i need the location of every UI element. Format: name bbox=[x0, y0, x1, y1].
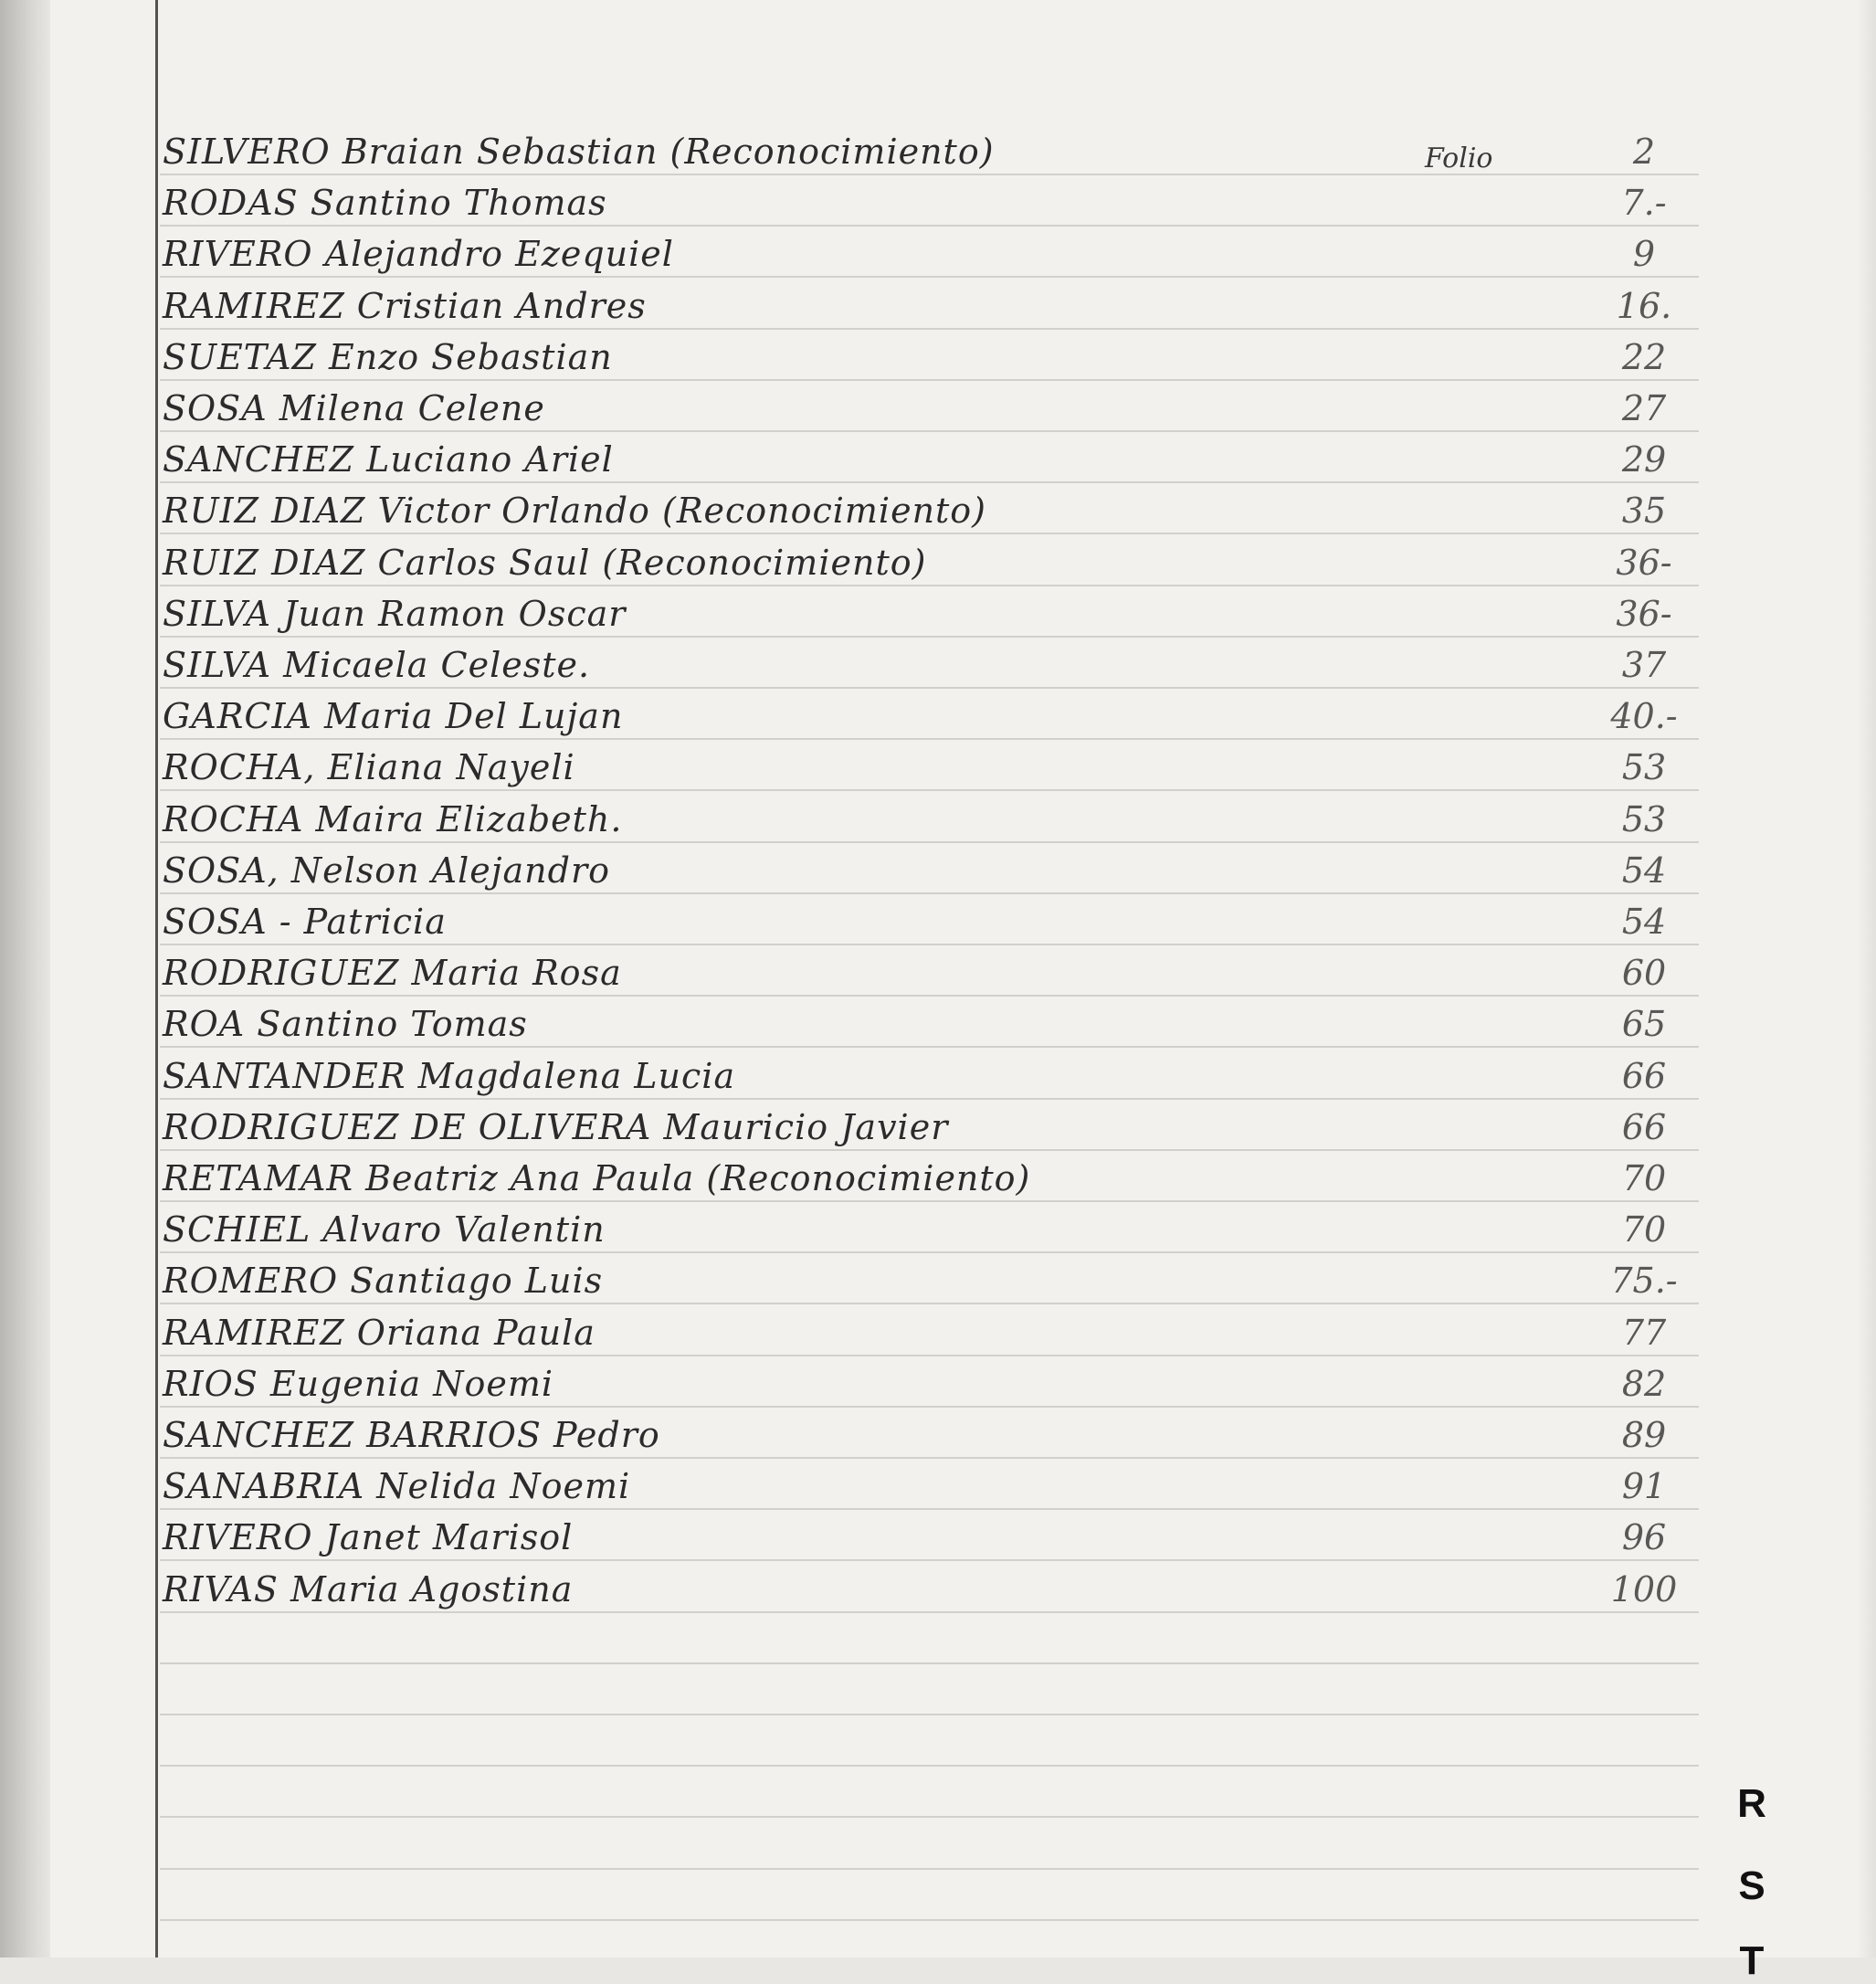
entry-folio-number: 77 bbox=[1621, 1313, 1667, 1353]
index-tab-t: T bbox=[1739, 1938, 1765, 1983]
ruled-line bbox=[160, 1714, 1699, 1715]
entry-folio-number: 96 bbox=[1621, 1517, 1667, 1557]
folio-column-header: Folio bbox=[1425, 142, 1493, 174]
entry-name: SANCHEZ BARRIOS Pedro bbox=[163, 1415, 660, 1455]
entry-name: ROA Santino Tomas bbox=[163, 1004, 528, 1044]
entry-folio-number: 89 bbox=[1621, 1415, 1667, 1455]
ruled-line bbox=[160, 1816, 1699, 1818]
entry-folio-number: 53 bbox=[1621, 747, 1667, 787]
entry-folio-number: 37 bbox=[1621, 645, 1667, 685]
entry-folio-number: 7.- bbox=[1621, 183, 1667, 223]
entry-name: SOSA, Nelson Alejandro bbox=[163, 850, 611, 891]
entry-name: ROCHA, Eliana Nayeli bbox=[163, 747, 575, 787]
ruled-line bbox=[160, 1868, 1699, 1870]
entry-folio-number: 75.- bbox=[1610, 1261, 1678, 1301]
entry-name: SANABRIA Nelida Noemi bbox=[163, 1466, 631, 1506]
entry-folio-number: 82 bbox=[1621, 1364, 1667, 1404]
entry-name: RAMIREZ Oriana Paula bbox=[163, 1313, 595, 1353]
entry-name: GARCIA Maria Del Lujan bbox=[163, 696, 624, 736]
index-tab-s: S bbox=[1738, 1863, 1765, 1908]
entry-name: SOSA - Patricia bbox=[163, 902, 447, 942]
entry-folio-number: 29 bbox=[1621, 439, 1667, 480]
index-tab-r: R bbox=[1737, 1781, 1766, 1826]
ruled-line bbox=[160, 1765, 1699, 1767]
ruled-line bbox=[160, 1662, 1699, 1664]
entry-name: SANTANDER Magdalena Lucia bbox=[163, 1056, 736, 1096]
entry-name: SANCHEZ Luciano Ariel bbox=[163, 439, 614, 480]
entry-name: ROCHA Maira Elizabeth. bbox=[163, 799, 623, 839]
entry-folio-number: 9 bbox=[1632, 234, 1656, 274]
entry-folio-number: 2 bbox=[1632, 132, 1656, 172]
entry-folio-number: 66 bbox=[1621, 1056, 1667, 1096]
entry-folio-number: 35 bbox=[1621, 491, 1667, 531]
entry-name: RODRIGUEZ DE OLIVERA Mauricio Javier bbox=[163, 1107, 949, 1147]
entry-name: RAMIREZ Cristian Andres bbox=[163, 286, 647, 326]
entry-folio-number: 66 bbox=[1621, 1107, 1667, 1147]
entry-folio-number: 70 bbox=[1621, 1209, 1667, 1250]
entry-name: RUIZ DIAZ Carlos Saul (Reconocimiento) bbox=[163, 543, 927, 583]
entry-name: SCHIEL Alvaro Valentin bbox=[163, 1209, 606, 1250]
entry-folio-number: 36- bbox=[1616, 594, 1672, 634]
entry-name: SILVERO Braian Sebastian (Reconocimiento) bbox=[163, 132, 995, 172]
entry-folio-number: 22 bbox=[1621, 337, 1667, 377]
entry-name: RIVAS Maria Agostina bbox=[163, 1569, 574, 1609]
entry-name: RUIZ DIAZ Victor Orlando (Reconocimiento) bbox=[163, 491, 987, 531]
entry-name: ROMERO Santiago Luis bbox=[163, 1261, 604, 1301]
entry-folio-number: 27 bbox=[1621, 388, 1667, 428]
entry-folio-number: 36- bbox=[1616, 543, 1672, 583]
entry-folio-number: 65 bbox=[1621, 1004, 1667, 1044]
entry-folio-number: 91 bbox=[1621, 1466, 1667, 1506]
entry-name: RETAMAR Beatriz Ana Paula (Reconocimiento) bbox=[163, 1158, 1031, 1198]
entry-name: RODAS Santino Thomas bbox=[163, 183, 607, 223]
entry-folio-number: 16. bbox=[1616, 286, 1672, 326]
ruled-line bbox=[160, 1919, 1699, 1921]
entry-name: RIOS Eugenia Noemi bbox=[163, 1364, 554, 1404]
entry-folio-number: 54 bbox=[1621, 902, 1667, 942]
entry-name: SILVA Juan Ramon Oscar bbox=[163, 594, 627, 634]
entry-name: SOSA Milena Celene bbox=[163, 388, 545, 428]
entry-name: RODRIGUEZ Maria Rosa bbox=[163, 953, 622, 993]
entry-folio-number: 54 bbox=[1621, 850, 1667, 891]
entry-name: RIVERO Janet Marisol bbox=[163, 1517, 574, 1557]
entry-name: SILVA Micaela Celeste. bbox=[163, 645, 591, 685]
entry-folio-number: 70 bbox=[1621, 1158, 1667, 1198]
entry-name: SUETAZ Enzo Sebastian bbox=[163, 337, 613, 377]
entry-folio-number: 60 bbox=[1621, 953, 1667, 993]
entry-name: RIVERO Alejandro Ezequiel bbox=[163, 234, 674, 274]
entry-folio-number: 53 bbox=[1621, 799, 1667, 839]
entry-folio-number: 100 bbox=[1610, 1569, 1678, 1609]
entry-folio-number: 40.- bbox=[1610, 696, 1678, 736]
